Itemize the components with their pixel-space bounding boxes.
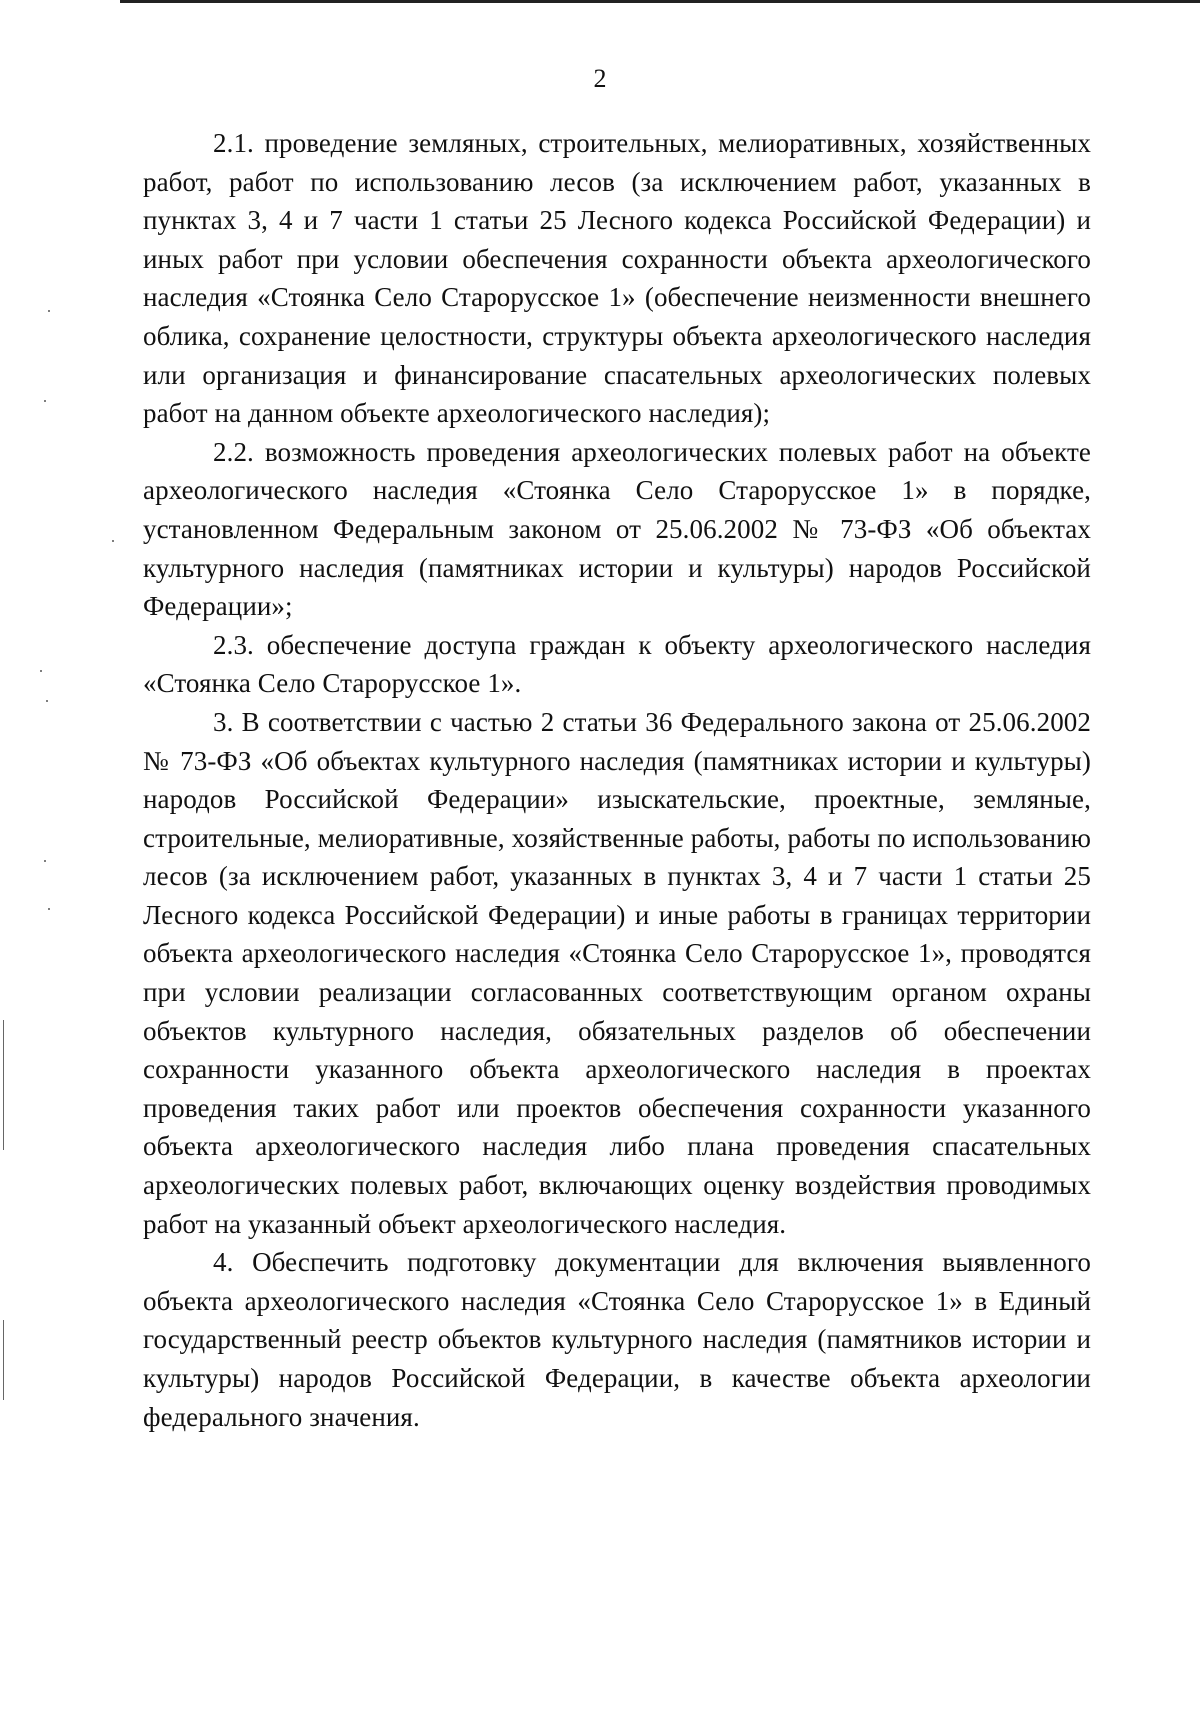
scan-speck (112, 540, 114, 542)
scan-speck (44, 400, 46, 402)
paragraph-2-2: 2.2. возможность проведения археологических полевых работ на объекте археологического наследия «Стоянка Село Старорусское 1» в порядке, установленном Федеральным законом от 25.06.2002 № 73-ФЗ «Об объектах культурного наследия (памятниках истории и культуры) народов Российской Федерации»; (143, 436, 1091, 622)
scan-speck (44, 860, 46, 862)
scan-speck (46, 700, 48, 702)
document-body (143, 124, 1091, 1436)
scan-speck (48, 310, 50, 312)
scan-edge-line (3, 1020, 4, 1150)
paragraph-2-3: 2.3. обеспечение доступа граждан к объекту археологического наследия «Стоянка Село Старорусское 1». (143, 629, 1091, 699)
paragraph-3: 3. В соответствии с частью 2 статьи 36 Федерального закона от 25.06.2002 № 73-ФЗ «Об объектах культурного наследия (памятниках истории и культуры) народов Российской Федерации» изыскательские, проектные, земляные, строительные, мелиоративные, хозяйственные работы, работы по использованию лесов (за исключением работ, указанных в пунктах 3, 4 и 7 части 1 статьи 25 Лесного кодекса Российской Федерации) и иные работы в границах территории объекта археологического наследия «Стоянка Село Старорусское 1», проводятся при условии реализации согласованных соответствующим органом охраны объектов культурного наследия, обязательных разделов об обеспечении сохранности указанного объекта археологического наследия в проектах проведения таких работ или проектов обеспечения сохранности указанного объекта археологического наследия либо плана проведения спасательных археологических полевых работ, включающих оценку воздействия проводимых работ на указанный объект археологического наследия. (143, 706, 1091, 1239)
paragraph-4: 4. Обеспечить подготовку документации для включения выявленного объекта археологического наследия «Стоянка Село Старорусское 1» в Единый государственный реестр объектов культурного наследия (памятников истории и культуры) народов Российской Федерации, в качестве объекта археологии федерального значения. (143, 1247, 1091, 1432)
scan-edge-line (3, 1320, 4, 1400)
scan-speck (40, 670, 42, 672)
paragraph-2-1: 2.1. проведение земляных, строительных, мелиоративных, хозяйственных работ, работ по использованию лесов (за исключением работ, указанных в пунктах 3, 4 и 7 части 1 статьи 25 Лесного кодекса Российской Федерации) и иных работ при условии обеспечения сохранности объекта археологического наследия «Стоянка Село Старорусское 1» (обеспечение неизменности внешнего облика, сохранение целостности, структуры объекта археологического наследия или организация и финансирование спасательных археологических полевых работ на данном объекте археологического наследия); (143, 128, 1091, 429)
top-border-line (120, 0, 1200, 3)
scan-speck (48, 908, 50, 910)
page-number: 2 (593, 64, 607, 93)
